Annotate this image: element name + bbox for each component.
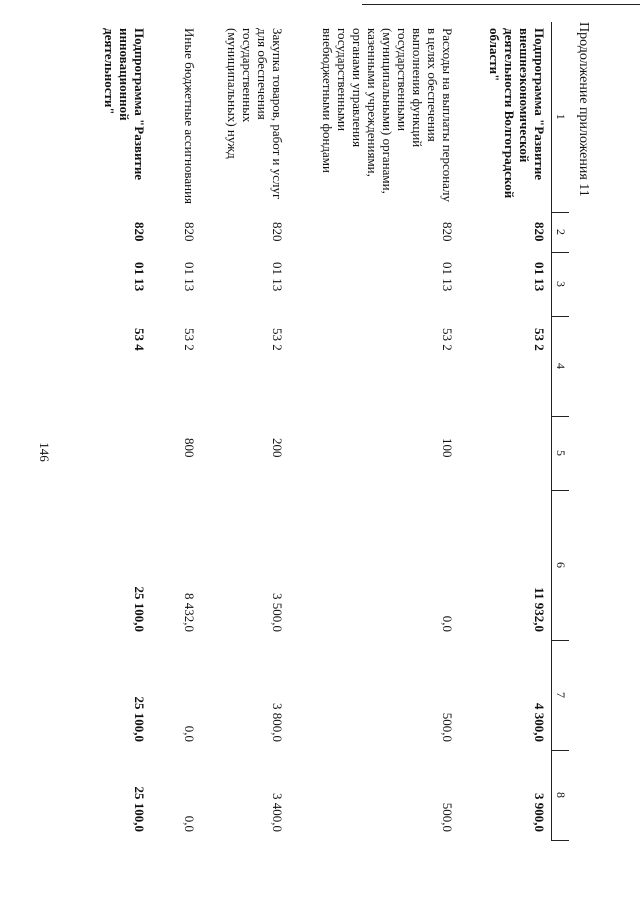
column-number: 1 (552, 22, 570, 212)
amount-value: 3 500,0 (270, 593, 286, 632)
section-code: 01 13 (440, 262, 456, 292)
ministry-code: 820 (532, 222, 547, 242)
amount-value: 4 300,0 (532, 703, 547, 742)
table-row (290, 22, 460, 840)
appendix-continuation-heading: Продолжение приложения 11 (576, 22, 591, 197)
target-article-code: 53 4 (132, 328, 148, 351)
page-number: 146 (36, 442, 52, 462)
section-code: 01 13 (270, 262, 286, 292)
target-article-code: 53 2 (270, 328, 286, 351)
row-description: Иные бюджетные ассигнования (182, 28, 198, 205)
row-description: Закупка товаров, работ и услуг для обеспечения государственных (муниципальных) нужд (225, 28, 286, 200)
target-article-code: 53 2 (440, 328, 456, 351)
scan-edge-line (362, 4, 640, 5)
row-description: Подпрограмма "Развитие внешнеэкономической деятельности Волгоградской области" (487, 28, 547, 199)
row-description: Расходы на выплаты персоналу в целях обеспечения выполнения функций государственными (муниципальными) органами, казенными учреждениями, органами управления государственными внебюджетными фондами (320, 28, 456, 203)
amount-value: 25 100,0 (132, 586, 148, 632)
amount-value: 3 800,0 (270, 703, 286, 742)
expense-type-code: 100 (440, 438, 456, 458)
amount-value: 11 932,0 (532, 587, 547, 632)
column-number: 8 (552, 750, 570, 840)
table-row (92, 22, 152, 840)
row-description: Подпрограмма "Развитие инновационной деятельности" (102, 28, 148, 181)
section-code: 01 13 (532, 262, 547, 292)
amount-value: 25 100,0 (132, 696, 148, 742)
amount-value: 3 900,0 (532, 793, 547, 832)
section-code: 01 13 (182, 262, 198, 292)
target-article-code: 53 2 (182, 328, 198, 351)
amount-value: 0,0 (440, 615, 456, 632)
column-number: 7 (552, 640, 570, 750)
column-number-row (552, 22, 570, 840)
amount-value: 25 100,0 (132, 786, 148, 832)
ministry-code: 820 (440, 222, 456, 242)
column-number: 2 (552, 212, 570, 252)
ministry-code: 820 (270, 222, 286, 242)
column-number: 4 (552, 316, 570, 416)
table-row (460, 22, 552, 840)
amount-value: 500,0 (440, 712, 456, 742)
rotated-page (53, 22, 591, 882)
ministry-code: 820 (132, 222, 148, 242)
amount-value: 0,0 (182, 815, 198, 832)
table-row (202, 22, 290, 840)
column-number: 6 (552, 490, 570, 640)
target-article-code: 53 2 (532, 328, 547, 351)
amount-value: 500,0 (440, 802, 456, 832)
expense-type-code (460, 416, 552, 490)
expense-type-code: 200 (270, 438, 286, 458)
expense-type-code: 800 (182, 438, 198, 458)
column-number: 5 (552, 416, 570, 490)
column-number: 3 (552, 252, 570, 316)
amount-value: 0,0 (182, 725, 198, 742)
section-code: 01 13 (132, 262, 148, 292)
budget-table (92, 22, 570, 841)
expense-type-code (92, 416, 152, 490)
amount-value: 3 400,0 (270, 793, 286, 832)
amount-value: 8 432,0 (182, 593, 198, 632)
table-row (152, 22, 202, 840)
ministry-code: 820 (182, 222, 198, 242)
